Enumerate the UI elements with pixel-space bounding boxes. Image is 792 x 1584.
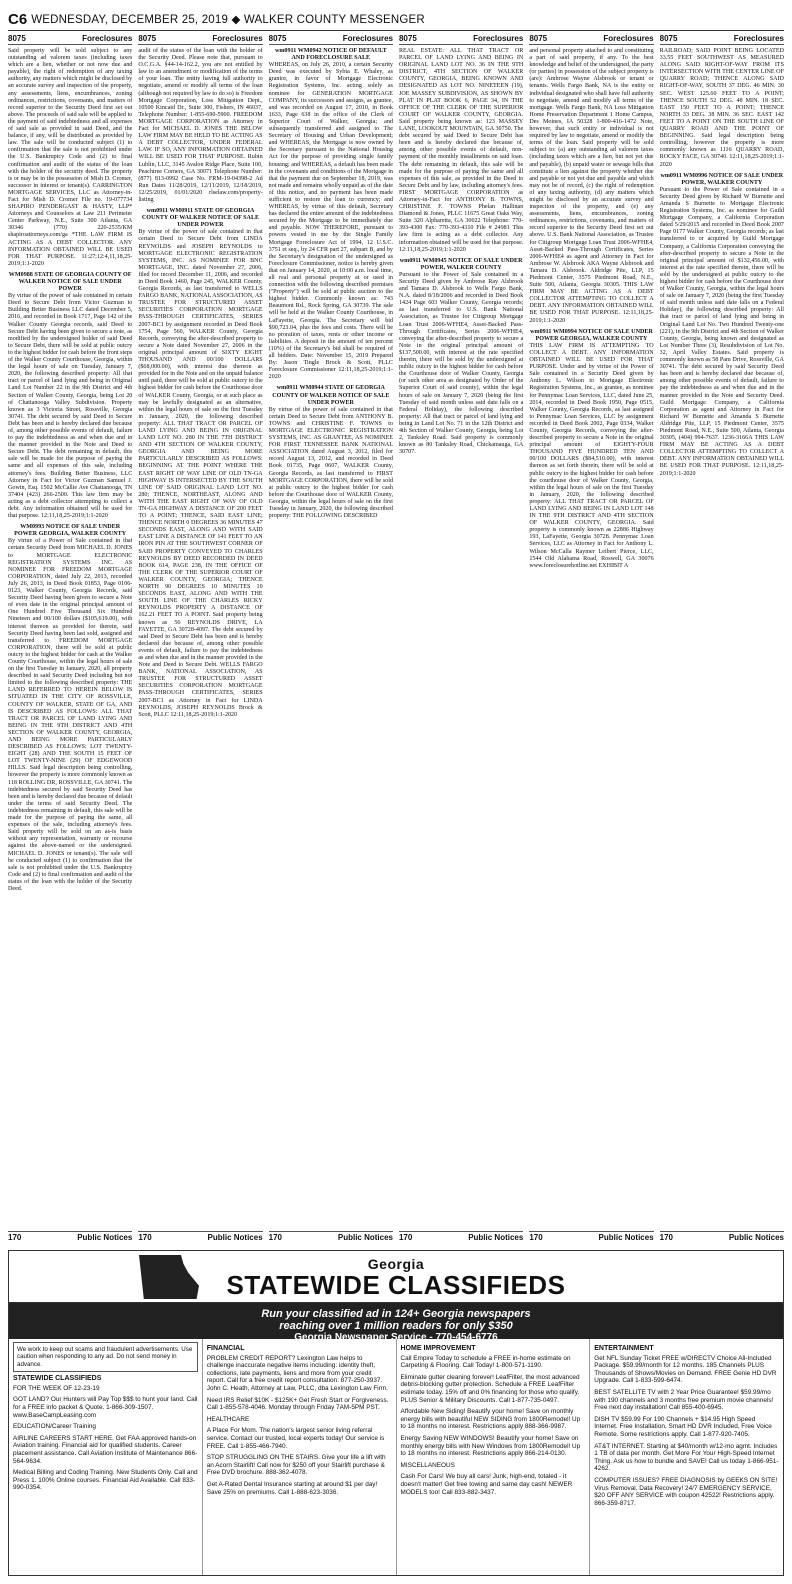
classified-ad: STOP STRUGGLING ON THE STAIRS. Give your life a lift with an Acorn Stairlift! Call now for $250 off your Stairlift purchase & Free DVD brochure. 888-362-4078. [206,1454,386,1477]
column-label: Foreclosures [603,34,654,43]
footer-code: 170 [138,1233,152,1242]
column-footer [529,1231,653,1242]
header-dateline: WEDNESDAY, DECEMBER 25, 2019 ◆ WALKER COUNTY MESSENGER [31,14,425,26]
header-rule [8,30,784,31]
column-code: 8075 [268,34,287,43]
notice-title: wm0911 WM0945 NOTICE OF SALE UNDER POWER, WALKER COUNTY [399,257,523,271]
footer-label: Public Notices [337,1233,393,1242]
classified-ad: Energy Saving NEW WINDOWS! Beautify your home! Save on monthly energy bills with New Windows from 1800Remodel! Up to 18 months no interest. Restrictions apply 866-214-0130. [400,1434,581,1458]
legal-notice [529,48,653,325]
notice-title: WM0993 NOTICE OF SALE UNDER POWER GEORGIA, WALKER COUNTY [14,524,127,538]
notice-column [138,34,262,1242]
notice-body: audit of the status of the loan with the holder of the Security Deed. Please note that, pursuant to O.C.G.A. §44-14-162.2, you are not entitled by law to an amendment or modification of the terms of your loan. The entity having full authority to negotiate, amend or modify all terms of the loan (although not required by law to do so) is Freedom Mortgage Corporation, Loss Mitigation Dept., 10500 Kincaid Dr., Suite 300, Fishers, IN 46037, Telephone Number: 1-855-690-5900. FREEDOM MORTGAGE CORPORATION as Attorney in Fact for MICHAEL D. JONES THE BELOW LAW FIRM MAY BE HELD TO BE ACTING AS A DEBT COLLECTOR, UNDER FEDERAL LAW. IF SO, ANY INFORMATION OBTAINED WILL BE USED FOR THAT PURPOSE. Rubin Lublin, LLC, 3145 Avalon Ridge Place, Suite 100, Peachtree Corners, GA 30071 Telephone Number: (877) 813-0992 Case No. FRM-19-04398-2 Ad Run Dates 11/28/2019, 12/11/2019, 12/18/2019, 12/25/2019, 01/01/2020 rlselaw.com/property-listing [138,48,263,203]
notice-column [269,34,393,1242]
classified-ad: Call Empire Today to schedule a FREE in-home estimate on Carpeting & Flooring. Call Today! 1-800-571-1190. [400,1354,571,1370]
classified-ad: Cash For Cars! We buy all cars! Junk, high-end, totaled - it doesn't matter! Get free towing and same day cash! NEWER MODELS too! Call 833-882-3437. [400,1473,573,1496]
footer-label: Public Notices [468,1233,524,1242]
column-header [138,34,262,45]
classifieds-section-heading: FINANCIAL [206,1345,245,1352]
column-label: Foreclosures [82,34,133,43]
column-header [8,34,132,45]
column-footer [8,1231,132,1242]
classified-ad: Get NFL Sunday Ticket FREE w/DIRECTV Choice All-Included Package. $59.99/month for 12 months. 185 Channels PLUS Thousands of Shows/Movies on Demand. FREE Genie HD DVR Upgrade. Call 1-833-599-6474. [594,1354,777,1385]
column-label: Foreclosures [342,34,393,43]
column-footer [399,1231,523,1242]
classified-ad: A Place For Mom. The nation's largest senior living referral service. Contact our trusted, local experts today! Our service is FREE. Call 1-855-466-7940. [206,1427,385,1450]
legal-notice [529,329,653,570]
page-number: C6 [8,10,28,28]
legal-notice [399,48,523,254]
legal-notice [138,48,262,204]
notice-column [529,34,653,1242]
legal-notice [399,258,523,457]
legal-notice [660,173,784,478]
column-label: Foreclosures [733,34,784,43]
column-footer [138,1231,262,1242]
notice-title: wm0911 WM0911 STATE OF GEORGIA COUNTY OF WALKER NOTICE OF SALE UNDER POWER [141,208,260,229]
column-code: 8075 [138,34,157,43]
legal-notice [269,48,393,381]
column-header [269,34,393,45]
column-header [399,34,523,45]
classified-ad: GOT LAND? Our Hunters will Pay Top $$$ to hunt your land. Call for a FREE info packet & Quote. 1-866-309-1507. www.BaseCampLeasing.com [13,1396,198,1419]
classifieds-state: Georgia [367,1255,425,1272]
classified-ad: AT&T INTERNET. Starting at $40/month w/12-mo agmt. Includes 1 TB of data per month. Get More For Your High-Speed Internet Thing. Ask us how to bundle and SAVE! Call us today 1-866-951-4262. [594,1442,779,1473]
classifieds-masthead [9,1251,783,1303]
classifieds-title [227,1256,566,1298]
classifieds-banner [9,1303,783,1343]
column-header [660,34,784,45]
footer-code: 170 [268,1233,283,1242]
column-code: 8075 [398,34,417,43]
column-footer [269,1231,393,1242]
footer-label: Public Notices [728,1233,784,1242]
classifieds-column [397,1339,591,1575]
classified-ad: BEST SATELLITE TV with 2 Year Price Guarantee! $59.99/mo with 190 channels and 3 months free premium movie channels! Free next day installation! Call 855-400-6945. [594,1388,774,1412]
notice-body: Pursuant to the Power of Sale contained in a Security Deed given by Richard W Burnette and Amanda S Burnette to Mortgage Electronic Registration Systems, Inc. as nominee for Guild Mortgage Company, a California Corporation dated 5/29/2015 and recorded in Deed Book 2007 Page 0177 Walker County, Georgia records; as last transferred to or acquired by Guild Mortgage Company, a California Corporation conveying the after-described property to secure a Note in the original principal amount of $132,456.00, with interest at the rate specified therein, there will be sold by the undersigned at public outcry to the highest bidder for cash before the Courthouse door of Walker County, Georgia, within the legal hours of sale on January 7, 2020 (being the first Tuesday of said month unless said date falls on a Federal Holiday), the following described property: All that tract or parcel of land lying and being in Original Land Lot No. Two Hundred Twenty-one (221), in the 9th District and 4th Section of Walker County, Georgia, being known and designated as Lot Number Three (3), Resubdivision of Lot No. 32, April Valley Estates. Said property is commonly known as 58 Pam Drive, Rossville, GA 30741. The debt secured by said Security Deed has been and is hereby declared due because of, among other possible events of default, failure to pay the indebtedness as and when due and in the manner provided in the Note and Security Deed. Guild Mortgage Company, a California Corporation as agent and Attorney in Fact for Richard W Burnette and Amanda S Burnette Aldridge Pite, LLP, 15 Piedmont Center, 3575 Piedmont Road, N.E., Suite 500, Atlanta, Georgia 30305, (404) 994-7637. 1236-3166A THIS LAW FIRM MAY BE ACTING AS A DEBT COLLECTOR ATTEMPTING TO COLLECT A DEBT. ANY INFORMATION OBTAINED WILL BE USED FOR THAT PURPOSE. 12:11,18,25-2019;1:1-2020 [659,186,784,477]
classifieds-column [590,1339,783,1575]
georgia-map-icon [139,1255,199,1299]
banner-site: Georgia Newspaper Service - 770-454-6776 [294,1332,498,1343]
footer-label: Public Notices [77,1233,133,1242]
notice-body: By virtue of a Power of Sale contained in that certain Security Deed from MICHAEL D. JONES to MORTGAGE ELECTRONIC REGISTRATION SYSTEMS INC. AS NOMINEE FOR FREEDOM MORTGAGE CORPORATION, dated July 22, 2013, recorded July 26, 2013, in Deed Book 01853, Page 0106-0123, Walker County, Georgia Records, said Security Deed having been given to secure a Note of even date in the original principal amount of One Hundred Five Thousand Six Hundred Nineteen and 00/100 dollars ($105,619.00), with interest thereon as provided for therein, said Security Deed having been last sold, assigned and transferred to FREEDOM MORTGAGE CORPORATION, there will be sold at public outcry to the highest bidder for cash at the Walker County Courthouse, within the legal hours of sale on the first Tuesday in January, 2020, all property described in said Security Deed including but not limited to the following described property: THE LAND REFERRED TO HEREIN BELOW IS SITUATED IN THE CITY OF ROSSVILLE, COUNTY OF WALKER, STATE OF GA, AND IS DESCRIBED AS FOLLOWS: ALL THAT TRACT OR PARCEL OF LAND LYING AND BEING IN THE 9TH DISTRICT AND 4TH SECTION OF WALKER COUNTY, GEORGIA, AND BEING MORE PARTICULARLY DESCRIBED AS FOLLOWS: LOT TWENTY-EIGHT (28) AND THE SOUTH 15 FEET OF LOT TWENTY-NINE (29) OF EDGEWOOD HILLS. Said legal description being controlling, however the property is more commonly known as 118 ROLLING DR, ROSSVILLE, GA 30741. The indebtedness secured by said Security Deed has been and is hereby declared due because of default under the terms of said Security Deed. The indebtedness remaining in default, this sale will be made for the purpose of paying the same, all expenses of the sale, including attorney's fees. Said property will be sold on an as-is basis without any representation, warranty or recourse against the above-named or the undersigned. MICHAEL D. JONES or tenant(s). The sale will be conducted subject (1) to confirmation that the sale is not prohibited under the U.S. Bankruptcy Code and (2) to final confirmation and audit of the status of the loan with the holder of the Security Deed. [8,538,133,892]
classified-ad: Get A-Rated Dental Insurance starting at around $1 per day! Save 25% on premiums. Call 1-888-623-3036. [206,1480,378,1496]
footer-label: Public Notices [207,1233,263,1242]
classified-ad: HEALTHCARE [206,1415,250,1423]
column-code: 8075 [529,34,548,43]
footer-code: 170 [529,1233,543,1242]
legal-notice [8,48,132,268]
notice-column [399,34,523,1242]
classified-ad: COMPUTER ISSUES? FREE DIAGNOSIS by GEEKS ON SITE! Virus Removal, Data Recovery! 24/7 EMERGENCY SERVICE, $20 OFF ANY SERVICE with coupon 42522! Restrictions apply. 866-359-8717. [594,1476,778,1507]
classified-ad: EDUCATION/Career Training [13,1423,96,1431]
classified-ad: Medical Billing and Coding Training. New Students Only. Call and Press 1. 100% Online courses. Financial Aid Available. Call 833-990-0354. [13,1469,198,1492]
classified-ad: Affordable New Siding! Beautify your home! Save on monthly energy bills with beautiful NEW SIDING from 1800Remodel! Up to 18 months no interest. Restrictions apply 888-366-9987. [400,1408,581,1431]
scam-disclaimer: We work to keep out scams and fraudulent advertisements. Use caution when responding to any ad. Do not send money in advance. [13,1342,198,1372]
classifieds-section-heading: HOME IMPROVEMENT [400,1345,476,1352]
legal-notice [138,208,262,719]
classifieds-section-heading: STATEWIDE CLASSIFIEDS [13,1375,102,1383]
banner-line-2: reaching over 1 million readers for only $350 [279,1320,513,1332]
notice-body: By virtue of the power of sale contained in that certain Deed to Secure Debt from ANTHONY B. TOWNS and CHRISTINE F. TOWNS to MORTGAGE ELECTRONIC REGISTRATION SYSTEMS, INC. AS GRANTEE, AS NOMINEE FOR FIRST TENNESSEE BANK NATIONAL ASSOCIATION dated August 3, 2012, filed for record August 13, 2012, and recorded in Deed Book 01735, Page 0607, WALKER County, Georgia Records, as last transferred to FIRST MORTGAGE CORPORATION, there will be sold at public outcry to the highest bidder for cash before the Courthouse door of WALKER County, Georgia, within the legal hours of sale on the first Tuesday in January, 2020, the following described property: THE FOLLOWING DESCRIBED [268,406,393,520]
classifieds-section-heading: ENTERTAINMENT [594,1345,654,1352]
column-code: 8075 [659,34,678,43]
notice-body: By virtue of the power of sale contained in that certain Deed to Secure Debt from LINDA REYNOLDS and JOSEPH REYNOLDS to MORTGAGE ELECTRONIC REGISTRATION SYSTEMS, INC. AS NOMINEE FOR BNC MORTGAGE, INC. dated November 27, 2006, filed for record December 11, 2006, and recorded in Deed Book 1460, Page 245, WALKER County, Georgia Records, as last transferred to WELLS FARGO BANK, NATIONAL ASSOCIATION, AS TRUSTEE FOR STRUCTURED ASSET SECURITIES CORPORATION MORTGAGE PASS-THROUGH CERTIFICATES, SERIES 2007-BC1 by assignment recorded in Deed Book 1754, Page 560, WALKER County, Georgia Records, conveying the after-described property to secure a Note dated November 27, 2006 in the original principal amount of SIXTY EIGHT THOUSAND AND 00/100 DOLLARS ($68,000.00), with interest due thereon as provided for in the Note and on the unpaid balance until paid, there will be sold at public outcry to the highest bidder for cash before the Courthouse door of WALKER County, Georgia, or at such place as may be lawfully designated as an alternative, within the legal hours of sale on the first Tuesday in January, 2020, the following described property: ALL THAT TRACT OR PARCEL OF LAND LYING AND BEING IN ORIGINAL LAND LOT NO. 280 IN THE 7TH DISTRICT AND 4TH SECTION OF WALKER COUNTY, GEORGIA AND BEING MORE PARTICULARLY DESCRIBED AS FOLLOWS: BEGINNING AT THE POINT WHERE THE EAST RIGHT OF WAY LINE OF OLD TN-GA HIGHWAY IS INTERSECTED BY THE SOUTH LINE OF SAID ORIGINAL LAND LOT NO. 280; THENCE, NORTHEAST, ALONG AND WITH THE EAST RIGHT OF WAY OF OLD TN-GA HIGHWAY A DISTANCE OF 200 FEET TO A POINT; THENCE, SAID EAST LINE; THENCE NORTH 0 DEGREES 36 MINUTES 47 SECONDS EAST, ALONG AND WITH SAID EAST LINE A DISTANCE OF 141 FEET TO AN IRON PIN AT THE SOUTHWEST CORNER OF SAID PROPERTY CONVEYED TO CHARLES REYNOLDS BY DEED RECORDED IN DEED BOOK 614, PAGE 238, IN THE OFFICE OF THE CLERK OF THE SUPERIOR COURT OF WALKER COUNTY, GEORGIA; THENCE NORTH 90 DEGREES 10 MINUTES 10 SECONDS EAST, ALONG AND WITH THE SOUTH LINE OF THE CHARLES RICKY REYNOLDS PROPERTY A DISTANCE OF 162.21 FEET TO A POINT. Said property being known as 56 REYNOLDS DRIVE, LA FAYETTE, GA 30728-4097. The debt secured by said Deed to Secure Debt has been and is hereby declared due because of, among other possible events of default, failure to pay the indebtedness as and when due and in the manner provided in the Note and Deed to Secure Debt. WELLS FARGO BANK, NATIONAL ASSOCIATION, AS TRUSTEE FOR STRUCTURED ASSET SECURITIES CORPORATION MORTGAGE PASS-THROUGH CERTIFICATES, SERIES 2007-BC1 as Attorney in Fact for LINDA REYNOLDS, JOSEPH REYNOLDS Brock & Scott, PLLC 12:11,18,25-2019;1:1-2020 [138,229,263,718]
footer-code: 170 [8,1233,22,1242]
notice-title: wm0911 WM0994 NOTICE OF SALE UNDER POWER GEORGIA, WALKER COUNTY [530,328,653,342]
footer-code: 170 [659,1233,673,1242]
notice-columns [8,34,784,1242]
classifieds-heading: STATEWIDE CLASSIFIEDS [226,1269,566,1300]
notice-body: and personal property attached to and constituting a part of said property, if any. To the best knowledge and belief of the undersigned, the party (or parties) in possession of the subject property is (are): Ambrose Wayne Alsbrook or tenant or tenants. Wells Fargo Bank, NA is the entity or individual designated who shall have full authority to negotiate, amend and modify all terms of the mortgage. Wells Fargo Bank, NA Loss Mitigation Home Preservation Department 1 Home Campus, Des Moines, IA 50328 1-800-416-1472 Note, however, that such entity or individual is not required by law to negotiate, amend or modify the terms of the loan. Said property will be sold subject to: (a) any outstanding ad valorem taxes (including taxes which are a lien, but not yet due and payable), (b) unpaid water or sewage bills that constitute a lien against the property whether due and payable or not yet due and payable and which may not be of record, (c) the right of redemption of any taxing authority, (d) any matters which might be disclosed by an accurate survey and inspection of the property, and (e) any assessments, liens, encumbrances, zoning ordinances, restrictions, covenants, and matters of record superior to the Security Deed first set out above. U.S. Bank National Association, as Trustee for Citigroup Mortgage Loan Trust 2006-WFHE4, Asset-Backed Pass-Through Certificates, Series 2006-WFHE4 as agent and Attorney in Fact for Ambrose W. Alsbrook AKA Wayne Alsbrook and Tamara D. Alsbrook. Aldridge Pite, LLP, 15 Piedmont Center, 3575 Piedmont Road, N.E., Suite 500, Atlanta, Georgia 30305. THIS LAW FIRM MAY BE ACTING AS A DEBT COLLECTOR ATTEMPTING TO COLLECT A DEBT. ANY INFORMATION OBTAINED WILL BE USED FOR THAT PURPOSE. 12:11,18,25-2019;1:1-2020 [529,48,654,324]
notice-column [660,34,784,1242]
column-header [529,34,653,45]
notice-column [8,34,132,1242]
classified-ad: AIRLINE CAREERS START HERE. Get FAA approved hands-on Aviation training. Financial aid for qualified students. Career placement assistance. Call Aviation Institute of Maintenance 866-564-9634. [13,1434,198,1465]
statewide-classifieds [8,1250,784,1576]
banner-line-1: Run your classified ad in 124+ Georgia newspapers [261,1308,531,1320]
classified-ad: PROBLEM CREDIT REPORT? Lexington Law helps to challenge inaccurate negative items including: identity theft, collections, late payments, liens and more from your credit report. Call for a free credit report consultation: 877-250-3937. John C. Heath, Attorney at Law, PLLC, dba Lexington Law Firm. [206,1354,388,1392]
column-label: Foreclosures [473,34,524,43]
legal-notice [8,272,132,520]
classifieds-column [203,1339,397,1575]
notice-body: THIS LAW FIRM IS ATTEMPTING TO COLLECT A DEBT. ANY INFORMATION OBTAINED WILL BE USED FOR THAT PURPOSE. Under and by virtue of the Power of Sale contained in a Security Deed given by Anthony L. Wilson to Mortgage Electronic Registration Systems, Inc., as grantee, as nominee for Pennymac Loan Services, LLC, dated June 25, 2014, recorded in Deed Book 1950, Page 0515, Walker County, Georgia Records, as last assigned to Pennymac Loan Services, LLC by assignment recorded in Deed Book 2002, Page 0334, Walker County, Georgia Records, conveying the after-described property to secure a Note in the original principal amount of EIGHTY-FOUR THOUSAND FIVE HUNDRED TEN AND 00/100 DOLLARS ($84,510.00), with interest thereon as set forth therein, there will be sold at public outcry to the highest bidder for cash before the courthouse door of Walker County, Georgia, within the legal hours of sale on the first Tuesday in January, 2020, the following described property: ALL THAT TRACT OR PARCEL OF LAND LYING AND BEING IN LAND LOT 148 IN THE 9TH DISTRICT AND 4TH SECTION OF WALKER COUNTY, GEORGIA. Said property is commonly known as 22886 Highway 193, LaFayette, Georgia 30728. Pennymac Loan Services, LLC as Attorney in Fact for Anthony L. Wilson McCalla Raymer Leibert Pierce, LLC, 1544 Old Alabama Road, Roswell, GA 30076 www.foreclosurehotline.net EXHIBIT A [529,342,654,569]
column-label: Foreclosures [212,34,263,43]
notice-body: RAILROAD; SAID POINT BEING LOCATED 33.55 FEET SOUTHWEST AS MEASURED ALONG SAID RIGHT-OF-WAY FROM ITS INTERSECTION WITH THE CENTER LINE OF QUARRY ROAD; THENCE ALONG SAID RIGHT-OF-WAY, SOUTH 37 DEG. 46 MIN. 30 SEC. WEST 125.60 FEET TO A POINT; THENCE SOUTH 52 DEG. 48 MIN. 18 SEC. EAST 150 FEET TO A POINT; THENCE NORTH 33 DEG. 38 MIN. 36 SEC. EAST 142 FEET TO A POINT ON THE SOUTH LINE OF QUARRY ROAD AND THE POINT OF BEGINNING. Said legal description being controlling, however the property is more commonly known as 1116 QUARRY ROAD, ROCKY FACE, GA 30740. 12:11,18,25-2019;1:1-2020 [659,48,784,168]
legal-notice [269,385,393,520]
notice-body: By virtue of the power of sale contained in certain Deed to Secure Debt from Victor Guzman to Building Better Business LLC dated December 5, 2016, and recorded in Book 1717, Page 142 of the Walker County Georgia records, said Deed to Secure Debt having been given to secure a note, as modified by the undersigned holder of said Deed to Secure Debt, there will be sold at public outcry to the highest bidder for cash before the front steps of the Walker County Courthouse, Georgia, within the legal hours of sale on Tuesday, January 7, 2020, the following described property: All that tract or parcel of land lying and being in Original Land Lot Number 22 in the 9th District and 4th Section of Walker County, Georgia, being Lot 20 of Chattanooga Valley Subdivision. Property known as 3 Victoria Street, Rossville, Georgia 30741. The debt secured by said Deed to Secure Debt has been and is hereby declared due because of, among other possible events of default, failure to pay the indebtedness as and when due and in the manner provided in the Note and Deed to Secure Debt. The debt remaining in default, this sale will be made for the purpose of paying the same and all expenses of this sale, including attorney's fees. Building Better Business, LLC Attorney in Fact for Victor Guzman Samuel J. Gowin, Esq. 1502 McCallie Ave Chattanooga, TN 37404 (423) 266-2500. This law firm may be acting as a debt collector attempting to collect a debt. Any information obtained will be used for that purpose. 12:11,18,25-2019;1:1-2020 [8,293,133,520]
classified-ad: Eliminate gutter cleaning forever! LeafFilter, the most advanced debris-blocking gutter protection. Schedule a FREE LeafFilter estimate today. 15% off and 0% financing for those who qualify. PLUS Senior & Military Discounts. Call 1-877-735-0497. [400,1373,580,1404]
notice-body: REAL ESTATE: ALL THAT TRACT OR PARCEL OF LAND LYING AND BEING IN ORIGINAL LAND LOT NO. 36 IN THE 9TH DISTRICT, 4TH SECTION OF WALKER COUNTY, GEORGIA, BEING KNOWN AND DESIGNATED AS LOT NO. NINETEEN (19), JOE MASSEY SUBDIVISION, AS SHOWN BY PLAT IN PLAT BOOK 6, PAGE 34, IN THE OFFICE OF THE CLERK OF THE SUPERIOR COURT OF WALKER COUNTY, GEORGIA. Said property being known as: 123 MASSEY LANE, LOOKOUT MOUNTAIN, GA 30750. The debt secured by said Deed to Secure Debt has been and is hereby declared due because of, among other possible events of default, non-payment of the monthly installments on said loan. The debt remaining in default, this sale will be made for the purpose of paying the same and all expenses of this sale, as provided in the Deed to Secure Debt and by law, including attorney's fees. FIRST MORTGAGE CORPORATION as Attorney-in-Fact for ANTHONY B. TOWNS, CHRISTINE F. TOWNS Phelan Hallinan Diamond & Jones, PLLC 11675 Great Oaks Way, Suite 320 Alpharetta, GA 30022 Telephone: 770-393-4300 Fax: 770-393-4310 File # 24981 This law firm is acting as a debt collector. Any information obtained will be used for that purpose. 12:11,18,25-2019;1:1-2020 [398,48,524,253]
legal-notice [8,524,132,893]
footer-code: 170 [398,1233,413,1242]
page-header [8,8,784,30]
notice-title: wm0911 WM0944 STATE OF GEORGIA COUNTY OF WALKER NOTICE OF SALE UNDER POWER [272,385,390,406]
legal-notice [660,48,784,169]
column-code: 8075 [8,34,26,43]
notice-title: WM0988 STATE OF GEORGIA COUNTY OF WALKER NOTICE OF SALE UNDER POWER [8,271,132,293]
classifieds-column [9,1339,203,1575]
notice-title: wm0911 WM0996 NOTICE OF SALE UNDER POWER, WALKER COUNTY [660,172,784,186]
footer-label: Public Notices [598,1233,654,1242]
notice-body: Pursuant to the Power of Sale contained in a Security Deed given by Ambrose Ray Alsbrook and Tamara D. Alsbrook to Wells Fargo Bank, N.A. dated 8/18/2006 and recorded in Deed Book 1424 Page 603 Walker County, Georgia records; as last transferred to U.S. Bank National Association, as Trustee for Citigroup Mortgage Loan Trust 2006-WFHE4, Asset-Backed Pass-Through Certificates, Series 2006-WFHE4, conveying the after-described property to secure a Note in the original principal amount of $137,500.00, with interest at the rate specified therein, there will be sold by the undersigned at public outcry to the highest bidder for cash before the Courthouse door of Walker County, Georgia (or such other area as designated by Order of the Superior Court of said county), within the legal hours of sale on January 7, 2020 (being the first Tuesday of said month unless said date falls on a Federal Holiday), the following described property: All that tract or parcel of land lying and being in Land Lot No. 71 in the 12th District and 4th Section of Walker County, Georgia, being Lot 2, Tanksley Road. Said property is commonly known as 80 Tanksley Road, Chickamauga, GA 30707. [398,271,524,456]
classified-ad: Need IRS Relief $10K - $125K+ Get Fresh Start or Forgiveness. Call 1-855-578-4046. Monday through Friday 7AM-5PM PST. [206,1396,389,1412]
column-footer [660,1231,784,1242]
notice-body: Said property will be sold subject to any outstanding ad valorem taxes (including taxes which are a lien, whether or not now due and payable), the right of redemption of any taxing authority, any matters which might be disclosed by an accurate survey and inspection of the property, any assessments, liens, encumbrances, zoning ordinances, restrictions, covenants, and matters of record superior to the Security Deed first set out above. The proceeds of said sale will be applied to the payment of said indebtedness and all expenses of said sale as provided in said Deed, and the balance, if any, will be distributed as provided by law. The sale will be conducted subject (1) to confirmation that the sale is not prohibited under the U.S. Bankruptcy Code and (2) to final confirmation and audit of the status of the loan with the holder of the security deed. The property is or may be in the possession of Mish D. Cromer, successor in interest or tenant(s). CARRINGTON MORTGAGE SERVICES, LLC as Attorney-in-Fact for Mish D. Cromer File no. 19-077734 SHAPIRO PENDERGAST & HASTY, LLP* Attorneys and Counselors at Law 211 Perimeter Center Parkway, N.E., Suite 300 Atlanta, GA 30346 (770) 220-2535/KM shapiroattorneys.com/ga *THE LAW FIRM IS ACTING AS A DEBT COLLECTOR. ANY INFORMATION OBTAINED WILL BE USED FOR THAT PURPOSE. 11:27;12:4,11,18,25-2019;1:1-2020 [8,48,133,267]
classified-ad: DISH TV $59.99 For 190 Channels + $14.95 High Speed Internet. Free Installation, Smart HD DVR Included, Free Voice Remote. Some restrictions apply. Call 1-877-920-7405. [594,1415,772,1438]
classified-ad: FOR THE WEEK OF 12-23-19 [13,1384,100,1392]
classifieds-body [9,1339,783,1575]
classified-ad: MISCELLANEOUS [400,1461,455,1469]
notice-body: WHEREAS, on July 26, 2010, a certain Security Deed was executed by Sybia E. Whaley, as grantor, in favor of Mortgage Electronic Registration Systems, Inc. acting solely as nominee for GENERATION MORTGAGE COMPANY, its successors and assigns, as grantee, and was recorded on August 17, 2010, in Book 1633, Page 638 in the office of the Clerk of Superior Court of Walker, Georgia; and subsequently transferred and assigned to The Secretary of Housing and Urban Development; and WHEREAS, the Mortgage is now owned by the Secretary pursuant to the National Housing Act for the purpose of providing single family housing; and WHEREAS, a default has been made in the covenants and conditions of the Mortgage in that the payment due on September 18, 2019, was not made and remains wholly unpaid as of the date of this notice, and no payment has been made sufficient to restore the loan to currency; and WHEREAS, by virtue of this default, Secretary has declared the entire amount of the indebtedness secured by the Mortgage to be immediately due and payable. NOW THEREFORE, pursuant to powers vested in me by the Single Family Mortgage Foreclosure Act of 1994, 12 U.S.C. 3751 et seq., by 24 CFR part 27, subpart B, and by the Secretary's designation of the undersigned as Foreclosure Commissioner, notice is hereby given that on January 14, 2020, at 10:00 a.m. local time, all real and personal property at or used in connection with the following described premises ("Property") will be sold at public auction to the highest bidder. Commonly known as: 743 Beaumont Rd., Rock Spring, GA 30739. The sale will be held at the Walker County Courthouse, in LaFayette, Georgia. The Secretary will bid $90,723.04, plus the fees and costs. There will be no proration of taxes, rents or other income or liabilities. A deposit in the amount of ten percent (10%) of the Secretary's bid shall be required of all bidders. Date: November 15, 2019 Prepared By: Jason Tingle Brock & Scott, PLLC Foreclosure Commissioner 12:11,18,25-2019;1:1-2020 [268,62,393,381]
notice-title: wm0911 WM0942 NOTICE OF DEFAULT AND FORECLOSURE SALE [274,48,387,62]
